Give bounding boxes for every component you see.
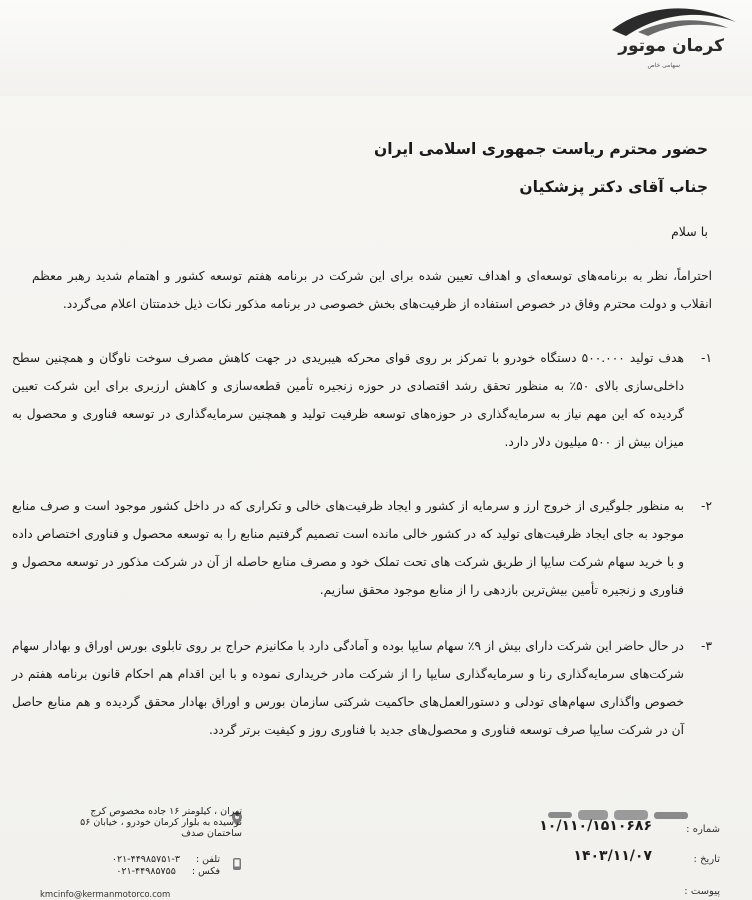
- company-address: [22, 806, 242, 839]
- list-item: [12, 492, 712, 604]
- phone-label: تلفن :: [195, 854, 220, 865]
- list-item: [12, 632, 712, 744]
- date-label: تاریخ :: [693, 854, 720, 865]
- item-number: ۱-: [701, 351, 712, 365]
- item-text: در حال حاضر این شرکت دارای بیش از ۹٪ سهام سایپا بوده و آمادگی دارد با مکانیزم حراج بر روی تابلوی بورس اوراق و بهادار سهام شرکت‌های سرمایه‌گذاری رنا و سرمایه‌گذاری سایپا را از شرکت مادر خریداری نموده و با این اقدام هم احکام قانون برنامه هفتم در خصوص واگذاری سهام‌های تودلی و دستورالعمل‌های حاکمیت شرکتی سازمان بورس و اوراق بهادار محقق گردیده و هم منابع حاصل آن در شرکت سایپا صرف توسعه فناوری و محصول‌های جدید با فناوری روز و کیفیت برتر گردد.: [12, 639, 684, 737]
- item-number: ۲-: [701, 499, 712, 513]
- address-line: نرسیده به بلوار کرمان خودرو ، خیابان ۵۶: [80, 817, 242, 828]
- item-number: ۳-: [701, 639, 712, 653]
- logo-subtitle: سهامی خاص: [647, 62, 680, 69]
- greeting: با سلام: [671, 224, 708, 239]
- number-label: شماره :: [686, 824, 720, 835]
- fax-value: ۰۲۱-۴۴۹۸۵۷۵۵: [116, 866, 176, 877]
- item-text: هدف تولید ۵۰۰.۰۰۰ دستگاه خودرو با تمرکز بر روی قوای محرکه هیبریدی در جهت کاهش مصرف سوخت ناوگان و همچنین سطح داخلی‌سازی بالای ۵۰٪ به منظور تحقق رشد اقتصادی در حوزه زنجیره تأمین قطعه‌سازی و کاهش ارزبری برای این شرکت تعیین گردیده که این مهم نیاز به سرمایه‌گذاری در حوزه‌های توسعه ظرفیت تولید و همچنین سرمایه‌گذاری در توسعه فناوری و محصول به میزان بیش از ۵۰۰ میلیون دلار دارد.: [12, 351, 684, 449]
- company-logo: [602, 2, 742, 92]
- address-line: ساختمان صدف: [181, 828, 242, 839]
- recipient-line-1: حضور محترم ریاست جمهوری اسلامی ایران: [374, 140, 708, 158]
- phone-icon: [232, 858, 242, 870]
- list-item: [12, 344, 712, 456]
- company-email: kmcinfo@kermanmotorco.com: [40, 890, 171, 900]
- logo-name: کرمان موتور: [618, 36, 724, 56]
- phone-value: ۰۲۱-۴۴۹۸۵۷۵۱-۳: [111, 854, 180, 865]
- attachment-label: پیوست :: [684, 886, 720, 897]
- fax-label: فکس :: [191, 866, 220, 877]
- address-line: تهران ، کیلومتر ۱۶ جاده مخصوص کرج: [90, 806, 242, 817]
- intro-paragraph: احتراماً، نظر به برنامه‌های توسعه‌ای و اهداف تعیین شده برای این شرکت در برنامه هفتم توسعه کشور و اهتمام شدید رهبر معظم انقلاب و دولت محترم وفاق در خصوص استفاده از ظرفیت‌های بخش خصوصی در برنامه مذکور نکات ذیل خدمتتان اعلام می‌گردد.: [32, 269, 712, 311]
- company-contacts: [40, 854, 220, 878]
- recipient-line-2: جناب آقای دکتر پزشکیان: [519, 178, 708, 196]
- date-value: ۱۴۰۳/۱۱/۰۷: [573, 848, 652, 864]
- item-text: به منظور جلوگیری از خروج ارز و سرمایه از کشور و ایجاد ظرفیت‌های خالی و تکراری که در داخل کشور موجود است و صرف منابع موجود به جای ایجاد ظرفیت‌های تولید که در کشور خالی مانده است تصمیم گرفتیم منابع را به توسعه محصول و فناوری اختصاص داده و با خرید سهام شرکت سایپا از طریق شرکت های تحت تملک خود و مصرف منابع حاصله از آن در شرکت مذکور در توسعه محصول و فناوری و زنجیره تأمین بیش‌ترین بازدهی را از منابع موجود محقق سازیم.: [12, 499, 684, 597]
- number-value: ۱۰/۱۱۰/۱۵۱۰۶۸۶: [539, 818, 652, 834]
